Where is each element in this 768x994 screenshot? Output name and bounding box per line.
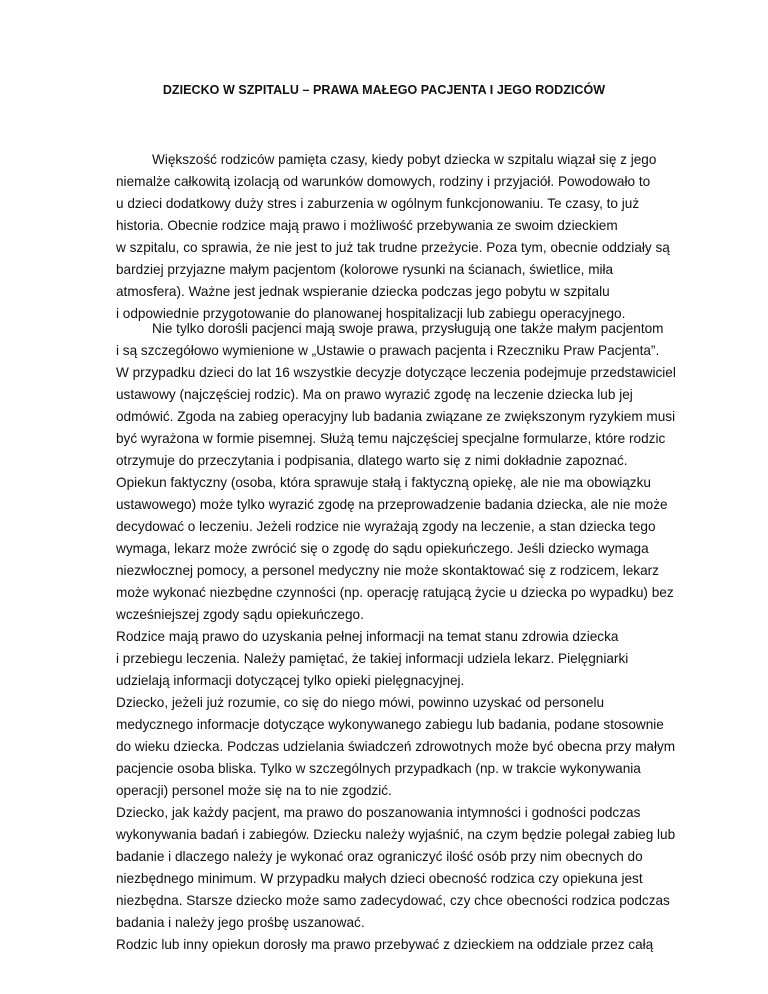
text-line: wymaga, lekarz może zwrócić się o zgodę do sądu opiekuńczego. Jeśli dziecko wymaga (116, 541, 649, 556)
text-line: ustawowy (najczęściej rodzic). Ma on prawo wyrazić zgodę na leczenie dziecka lub jej (116, 387, 633, 402)
text-line: u dzieci dodatkowy duży stres i zaburzenia w ogólnym funkcjonowaniu. Te czasy, to już (116, 196, 640, 211)
text-line: pacjencie osoba bliska. Tylko w szczególnych przypadkach (np. w trakcie wykonywania (116, 761, 641, 776)
text-line: otrzymuje do przeczytania i podpisania, dlatego warto się z nimi dokładnie zapoznać. (116, 453, 628, 468)
text-line: i są szczegółowo wymienione w „Ustawie o prawach pacjenta i Rzeczniku Praw Pacjenta”. (116, 343, 660, 358)
text-line: może wykonać niezbędne czynności (np. operację ratującą życie u dziecka po wypadku) bez (116, 585, 674, 600)
text-line: i odpowiednie przygotowanie do planowanej hospitalizacji lub zabiegu operacyjnego. (116, 306, 626, 321)
text-line: operacji) personel może się na to nie zgodzić. (116, 783, 392, 798)
text-line: Nie tylko dorośli pacjenci mają swoje prawa, przysługują one także małym pacjentom (152, 321, 664, 336)
paragraph-intro (116, 149, 676, 325)
text-line: Rodzice mają prawo do uzyskania pełnej informacji na temat stanu zdrowia dziecka (116, 629, 619, 644)
text-line: niezbędna. Starsze dziecko może samo zadecydować, czy chce obecności rodzica podczas (116, 893, 670, 908)
text-line: udzielają informacji dotyczącej tylko opieki pielęgnacyjnej. (116, 673, 465, 688)
text-line: wcześniejszej zgody sądu opiekuńczego. (116, 607, 364, 622)
text-line: atmosfera). Ważne jest jednak wspieranie dziecka podczas jego pobytu w szpitalu (116, 284, 610, 299)
text-line: niezwłocznej pomocy, a personel medyczny nie może skontaktować się z rodzicem, lekarz (116, 563, 659, 578)
text-line: Rodzic lub inny opiekun dorosły ma prawo przebywać z dzieckiem na oddziale przez całą (116, 937, 654, 952)
text-line: niezbędnego minimum. W przypadku małych dzieci obecność rodzica czy opiekuna jest (116, 871, 643, 886)
text-line: decydować o leczeniu. Jeżeli rodzice nie wyrażają zgody na leczenie, a stan dziecka tego (116, 519, 656, 534)
text-line: i przebiegu leczenia. Należy pamiętać, że takiej informacji udziela lekarz. Pielęgniarki (116, 651, 629, 666)
text-line: bardziej przyjazne małym pacjentom (kolorowe rysunki na ścianach, świetlice, miła (116, 262, 614, 277)
text-line: być wyrażona w formie pisemnej. Służą temu najczęściej specjalne formularze, które rodzic (116, 431, 666, 446)
text-line: W przypadku dzieci do lat 16 wszystkie decyzje dotyczące leczenia podejmuje przedstawiciel (116, 365, 676, 380)
text-line: do wieku dziecka. Podczas udzielania świadczeń zdrowotnych może być obecna przy małym (116, 739, 676, 754)
text-line: wykonywania badań i zabiegów. Dziecku należy wyjaśnić, na czym będzie polegał zabieg lub (116, 827, 676, 842)
text-line: Opiekun faktyczny (osoba, która sprawuje stałą i faktyczną opiekę, ale nie ma obowiązku (116, 475, 651, 490)
document-title: DZIECKO W SZPITALU – PRAWA MAŁEGO PACJENTA I JEGO RODZICÓW (162, 83, 606, 97)
text-line: ustawowego) może tylko wyrazić zgodę na przeprowadzenie badania dziecka, ale nie może (116, 497, 668, 512)
text-line: odmówić. Zgoda na zabieg operacyjny lub badania związane ze zwiększonym ryzykiem musi (116, 409, 676, 424)
text-line: badania i należy jego prośbę uszanować. (116, 915, 365, 930)
text-line: Dziecko, jak każdy pacjent, ma prawo do poszanowania intymności i godności podczas (116, 805, 641, 820)
text-line: niemalże całkowitą izolacją od warunków domowych, rodziny i przyjaciół. Powodowało to (116, 174, 651, 189)
text-line: Większość rodziców pamięta czasy, kiedy pobyt dziecka w szpitalu wiązał się z jego (152, 152, 657, 167)
text-line: w szpitalu, co sprawia, że nie jest to już tak trudne przeżycie. Poza tym, obecnie oddziały są (116, 240, 670, 255)
text-line: Dziecko, jeżeli już rozumie, co się do niego mówi, powinno uzyskać od personelu (116, 695, 605, 710)
paragraph-rights (116, 318, 676, 956)
text-line: historia. Obecnie rodzice mają prawo i możliwość przebywania ze swoim dzieckiem (116, 218, 618, 233)
text-line: badanie i dlaczego należy je wykonać oraz ograniczyć ilość osób przy nim obecnych do (116, 849, 643, 864)
text-line: medycznego informacje dotyczące wykonywanego zabiegu lub badania, podane stosownie (116, 717, 664, 732)
